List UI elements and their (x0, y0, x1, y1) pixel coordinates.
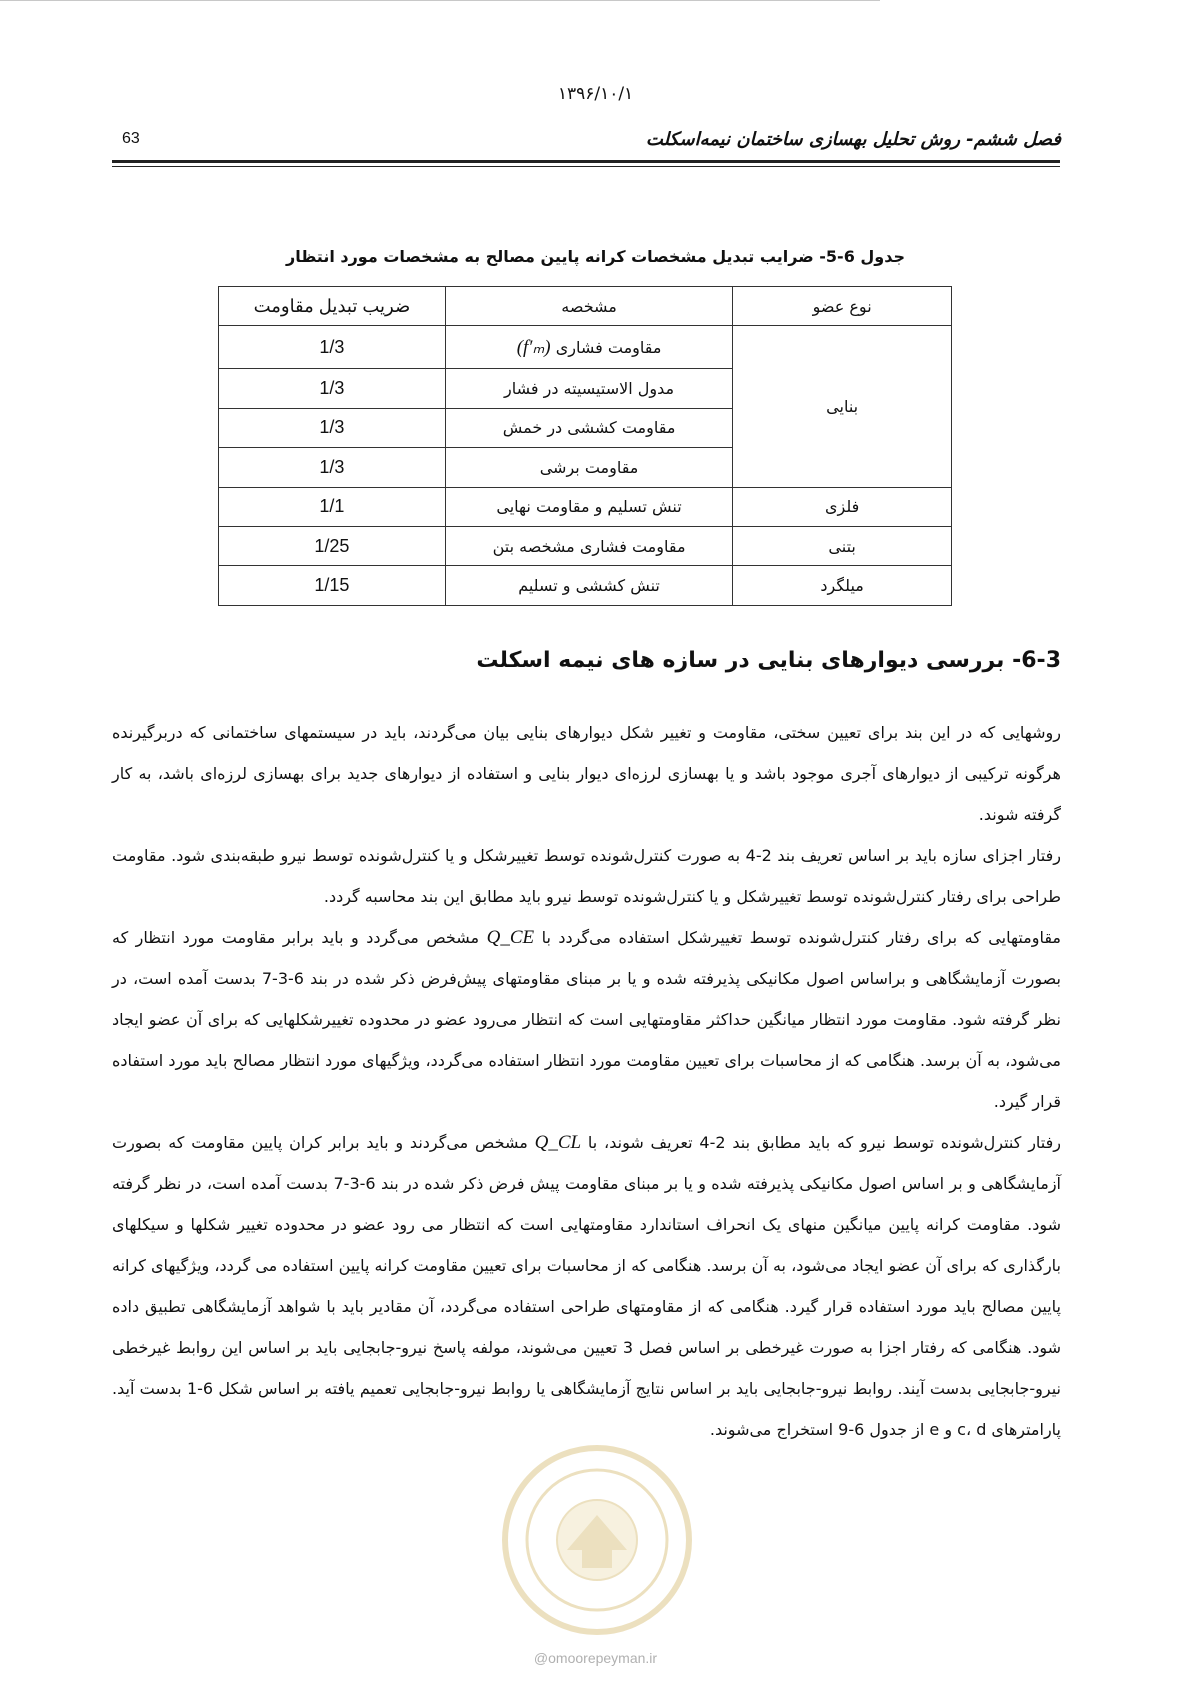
header-member: نوع عضو (733, 287, 952, 326)
paragraph-4-text-a: رفتار کنترل‌شونده توسط نیرو که باید مطابق بند 2-4 تعریف شوند، با (581, 1133, 1061, 1152)
paragraph-1: روشهایی که در این بند برای تعیین سختی، مقاومت و تغییر شکل دیوارهای بنایی بیان می‌گردند، باید در سیستمهای ساختمانی که دربرگیرنده هرگونه ترکیبی از دیوارهای آجری موجود باشد و یا بهسازی لرزه‌ای دیوار بنایی و استفاده از دیوارهای جدید برای بهسازی لرزه‌ای باشد، به کار گرفته شوند. (112, 723, 1061, 824)
paragraph-3-text-b: مشخص می‌گردد و باید برابر مقاومت مورد انتظار که بصورت آزمایشگاهی و براساس اصول مکانیکی پذیرفته شده و یا بر مبنای مقاومتهای پیش‌فرض ذکر شده در بند 6-3-7 بدست آمده است، در نظر گرفته شود. مقاومت مورد انتظار میانگین حداکثر مقاومتهایی است که انتظار می‌رود عضو در محدوده تغییرشکلهایی که برای آن عضو ایجاد می‌شود، به آن برسد. هنگامی که از محاسبات برای تعیین مقاومت مورد انتظار استفاده می‌گردد، ویژگیهای مورد انتظار مصالح باید مورد استفاده قرار گیرد. (112, 928, 1061, 1111)
property-cell: مقاومت برشی (445, 448, 732, 487)
header-rule-thin (112, 166, 1060, 167)
paragraph-3 (112, 917, 1061, 1122)
paragraph-4 (112, 1122, 1061, 1450)
math-symbol: (f′ₘ) (516, 336, 551, 358)
table-row (219, 487, 952, 526)
factor-cell: 1/3 (219, 408, 446, 447)
property-cell: مقاومت فشاری مشخصه بتن (445, 527, 732, 566)
table-header-row (219, 287, 952, 326)
header-rule-thick (112, 160, 1060, 163)
member-cell: بتنی (733, 527, 952, 566)
member-cell: فلزی (733, 487, 952, 526)
paragraph-3-text-a: مقاومتهایی که برای رفتار کنترل‌شونده توسط تغییرشکل استفاده می‌گردد با (534, 928, 1061, 947)
qce-symbol: Q_CE (486, 927, 535, 948)
property-cell: مدول الاستیسیته در فشار (445, 369, 732, 408)
factor-cell: 1/3 (219, 448, 446, 487)
footer-site: @omoorepeyman.ir (533, 1650, 658, 1666)
table-row (219, 527, 952, 566)
page-number: 63 (122, 130, 140, 147)
property-label: مقاومت فشاری (555, 337, 662, 357)
table-row (219, 566, 952, 606)
coefficient-table (218, 286, 952, 606)
chapter-title: فصل ششم- روش تحلیل بهسازی ساختمان نیمه‌اسکلت (645, 129, 1061, 150)
member-cell: میلگرد (733, 566, 952, 606)
factor-cell: 1/25 (219, 527, 446, 566)
paragraph-2: رفتار اجزای سازه باید بر اساس تعریف بند 2-4 به صورت کنترل‌شونده توسط تغییرشکل و یا کنترل‌شونده توسط نیرو طبقه‌بندی شود. مقاومت طراحی برای رفتار کنترل‌شونده توسط تغییرشکل و یا کنترل‌شونده توسط نیرو باید مطابق این بند محاسبه گردد. (112, 846, 1062, 906)
member-cell: بنایی (733, 326, 952, 488)
property-cell: تنش تسلیم و مقاومت نهایی (445, 487, 732, 526)
property-cell: مقاومت کششی در خمش (445, 408, 732, 447)
watermark-seal-icon (497, 1440, 697, 1640)
header-date: ۱۳۹۶/۱۰/۱ (557, 84, 634, 104)
factor-cell: 1/1 (219, 487, 446, 526)
top-border-line (0, 0, 880, 1)
table-row (219, 326, 952, 369)
property-cell: تنش کششی و تسلیم (445, 566, 732, 606)
factor-cell: 1/3 (219, 326, 446, 369)
table-caption: جدول 6-5- ضرایب تبدیل مشخصات کرانه پایین مصالح به مشخصات مورد انتظار (285, 247, 905, 266)
section-heading: 6-3- بررسی دیوارهای بنایی در سازه های نیمه اسکلت (476, 648, 1061, 673)
factor-cell: 1/3 (219, 369, 446, 408)
header-property: مشخصه (445, 287, 732, 326)
paragraph-4-text-b: مشخص می‌گردند و باید برابر کران پایین مقاومت که بصورت آزمایشگاهی و بر اساس اصول مکانیکی پذیرفته شده و یا بر مبنای مقاومت پیش فرض ذکر شده در بند 6-3-7 بدست آمده است، در نظر گرفته شود. مقاومت کرانه پایین میانگین منهای یک انحراف استاندارد مقاومتهایی است که انتظار می رود عضو در محدوده تغییر شکلها و سیکلهای بارگذاری که برای آن عضو ایجاد می‌شود، به آن برسد. هنگامی که از محاسبات برای تعیین مقاومت کرانه پایین استفاده می گردد، ویژگیهای کرانه پایین مصالح باید مورد استفاده قرار گیرد. هنگامی که از مقاومتهای طراحی استفاده می‌گردد، آن مقادیر باید با شواهد آزمایشگاهی تطبیق داده شود. هنگامی که رفتار اجزا به صورت غیرخطی بر اساس فصل 3 تعیین می‌شوند، مولفه پاسخ نیرو-جابجایی باید بر اساس این روابط غیرخطی نیرو-جابجایی بدست آیند. روابط نیرو-جابجایی باید بر اساس نتایج آزمایشگاهی یا روابط نیرو-جابجایی تعمیم یافته بر اساس شکل 6-1 بدست آید. پارامترهای c، d و e از جدول 6-9 استخراج می‌شوند. (112, 1133, 1062, 1439)
header-factor: ضریب تبدیل مقاومت (219, 287, 446, 326)
factor-cell: 1/15 (219, 566, 446, 606)
property-cell (445, 326, 732, 369)
qcl-symbol: Q_CL (534, 1132, 582, 1153)
